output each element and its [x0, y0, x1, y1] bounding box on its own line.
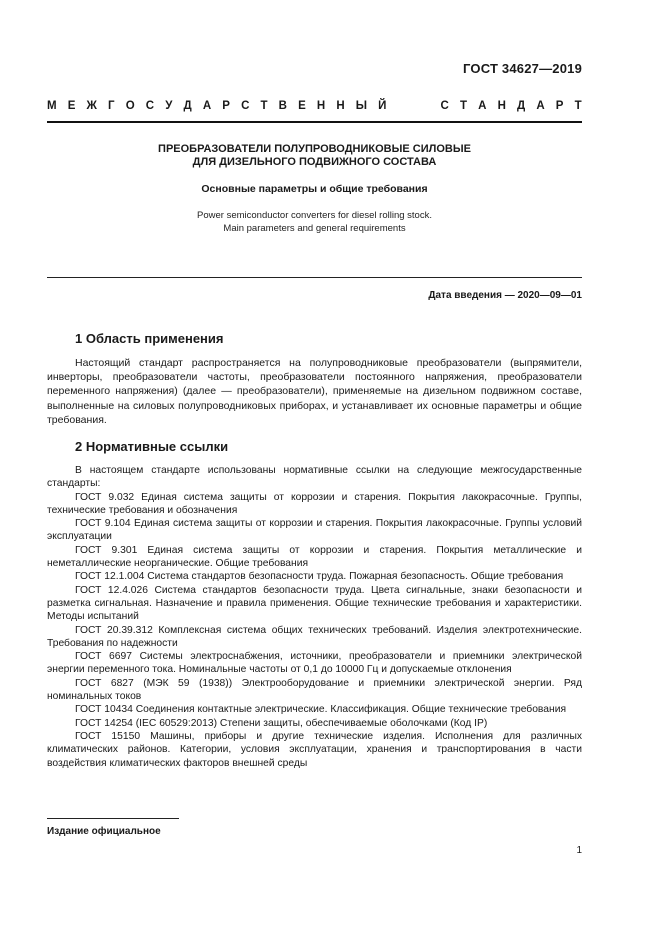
reference-item: ГОСТ 14254 (IEC 60529:2013) Степени защиты, обеспечиваемые оболочками (Код IP): [75, 717, 488, 729]
reference-item: ГОСТ 9.104 Единая система защиты от коррозии и старения. Покрытия лакокрасочные. Группы условий эксплуатации: [47, 518, 582, 543]
page-number: 1: [576, 845, 582, 856]
footer-rule: [47, 818, 179, 819]
banner-space: [412, 100, 415, 112]
banner-letter: Н: [316, 100, 326, 112]
banner-letter: Й: [378, 100, 387, 112]
title-line-1: ПРЕОБРАЗОВАТЕЛИ ПОЛУПРОВОДНИКОВЫЕ СИЛОВЫЕ: [158, 143, 471, 155]
introduction-date: Дата введения — 2020—09—01: [428, 290, 582, 301]
banner-letter: У: [165, 100, 173, 112]
banner-letter: Р: [555, 100, 564, 112]
banner-letter: Т: [260, 100, 268, 112]
english-title-line-1: Power semiconductor converters for diesel rolling stock.: [197, 210, 432, 221]
reference-item: ГОСТ 6827 (МЭК 59 (1938)) Электрооборудование и приемники электрической энергии. Ряд номинальных токов: [47, 677, 582, 703]
reference-item: ГОСТ 9.301 Единая система защиты от коррозии и старения. Покрытия металлические и неметаллические неорганические. Общие требования: [47, 544, 582, 570]
subtitle: Основные параметры и общие требования: [201, 183, 428, 195]
normative-references: [47, 464, 582, 770]
section-1-heading: 1 Область применения: [75, 331, 224, 346]
banner-letter: Т: [459, 100, 467, 112]
reference-item: ГОСТ 20.39.312 Комплексная система общих технических требований. Изделия электротехнические. Требования по надежности: [47, 624, 582, 649]
header-rule: [47, 121, 582, 123]
banner-letter: Т: [574, 100, 582, 112]
banner-letter: С: [145, 100, 155, 112]
banner-letter: Ы: [355, 100, 368, 112]
section-1-body: [47, 356, 582, 427]
reference-item: ГОСТ 12.4.026 Система стандартов безопасности труда. Цвета сигнальные, знаки безопасности и разметка сигнальная. Назначение и правила применения. Общие технические требования и характеристики. Методы испытаний: [47, 584, 582, 623]
interstate-standard-banner: [47, 100, 582, 112]
references-intro: В настоящем стандарте использованы нормативные ссылки на следующие межгосударственные стандарты:: [47, 465, 582, 490]
section-2-heading: 2 Нормативные ссылки: [75, 439, 229, 454]
banner-letter: С: [241, 100, 250, 112]
banner-letter: Д: [183, 100, 192, 112]
banner-letter: М: [47, 100, 57, 112]
title-line-2: ДЛЯ ДИЗЕЛЬНОГО ПОДВИЖНОГО СОСТАВА: [192, 156, 437, 168]
banner-letter: А: [478, 100, 487, 112]
banner-letter: Ж: [86, 100, 97, 112]
reference-item: ГОСТ 10434 Соединения контактные электрические. Классификация. Общие технические требования: [75, 704, 567, 716]
reference-item: ГОСТ 12.1.004 Система стандартов безопасности труда. Пожарная безопасность. Общие требования: [75, 571, 564, 583]
english-title: [47, 209, 582, 235]
banner-letter: Н: [497, 100, 506, 112]
banner-letter: Р: [222, 100, 230, 112]
reference-item: ГОСТ 6697 Системы электроснабжения, источники, преобразователи и приемники электрической энергии переменного тока. Номинальные частоты от 0,1 до 10000 Гц и допускаемые отклонения: [47, 651, 582, 676]
banner-letter: Е: [298, 100, 306, 112]
official-edition-label: Издание официальное: [47, 826, 161, 837]
banner-space: [426, 100, 429, 112]
banner-letter: Г: [108, 100, 115, 112]
section-1-paragraph: Настоящий стандарт распространяется на полупроводниковые преобразователи (выпрямители, инверторы, преобразователи частоты, преобразователи постоянного напряжения, преобразователи переменного напряжения) (далее — преобразователи), применяемые на дизельном подвижном составе, выполненные на силовых полупроводниковых приборах, и устанавливает их основные параметры и общие требования.: [47, 357, 582, 426]
banner-letter: С: [440, 100, 449, 112]
banner-letter: Д: [517, 100, 526, 112]
banner-letter: Е: [67, 100, 76, 112]
banner-letter: О: [125, 100, 135, 112]
english-title-line-2: Main parameters and general requirements: [223, 223, 406, 234]
banner-letter: Н: [336, 100, 345, 112]
standard-code: ГОСТ 34627—2019: [463, 61, 582, 76]
banner-letter: В: [278, 100, 287, 112]
banner-letter: А: [536, 100, 545, 112]
title-block: [47, 143, 582, 235]
banner-space: [398, 100, 401, 112]
reference-item: ГОСТ 15150 Машины, приборы и другие технические изделия. Исполнения для различных климатических районов. Категории, условия эксплуатации, хранения и транспортирования в части воздействия климатических факторов внешней среды: [47, 730, 582, 769]
title-rule: [47, 277, 582, 278]
banner-letter: А: [202, 100, 212, 112]
reference-item: ГОСТ 9.032 Единая система защиты от коррозии и старения. Покрытия лакокрасочные. Группы, технические требования и обозначения: [47, 491, 582, 516]
